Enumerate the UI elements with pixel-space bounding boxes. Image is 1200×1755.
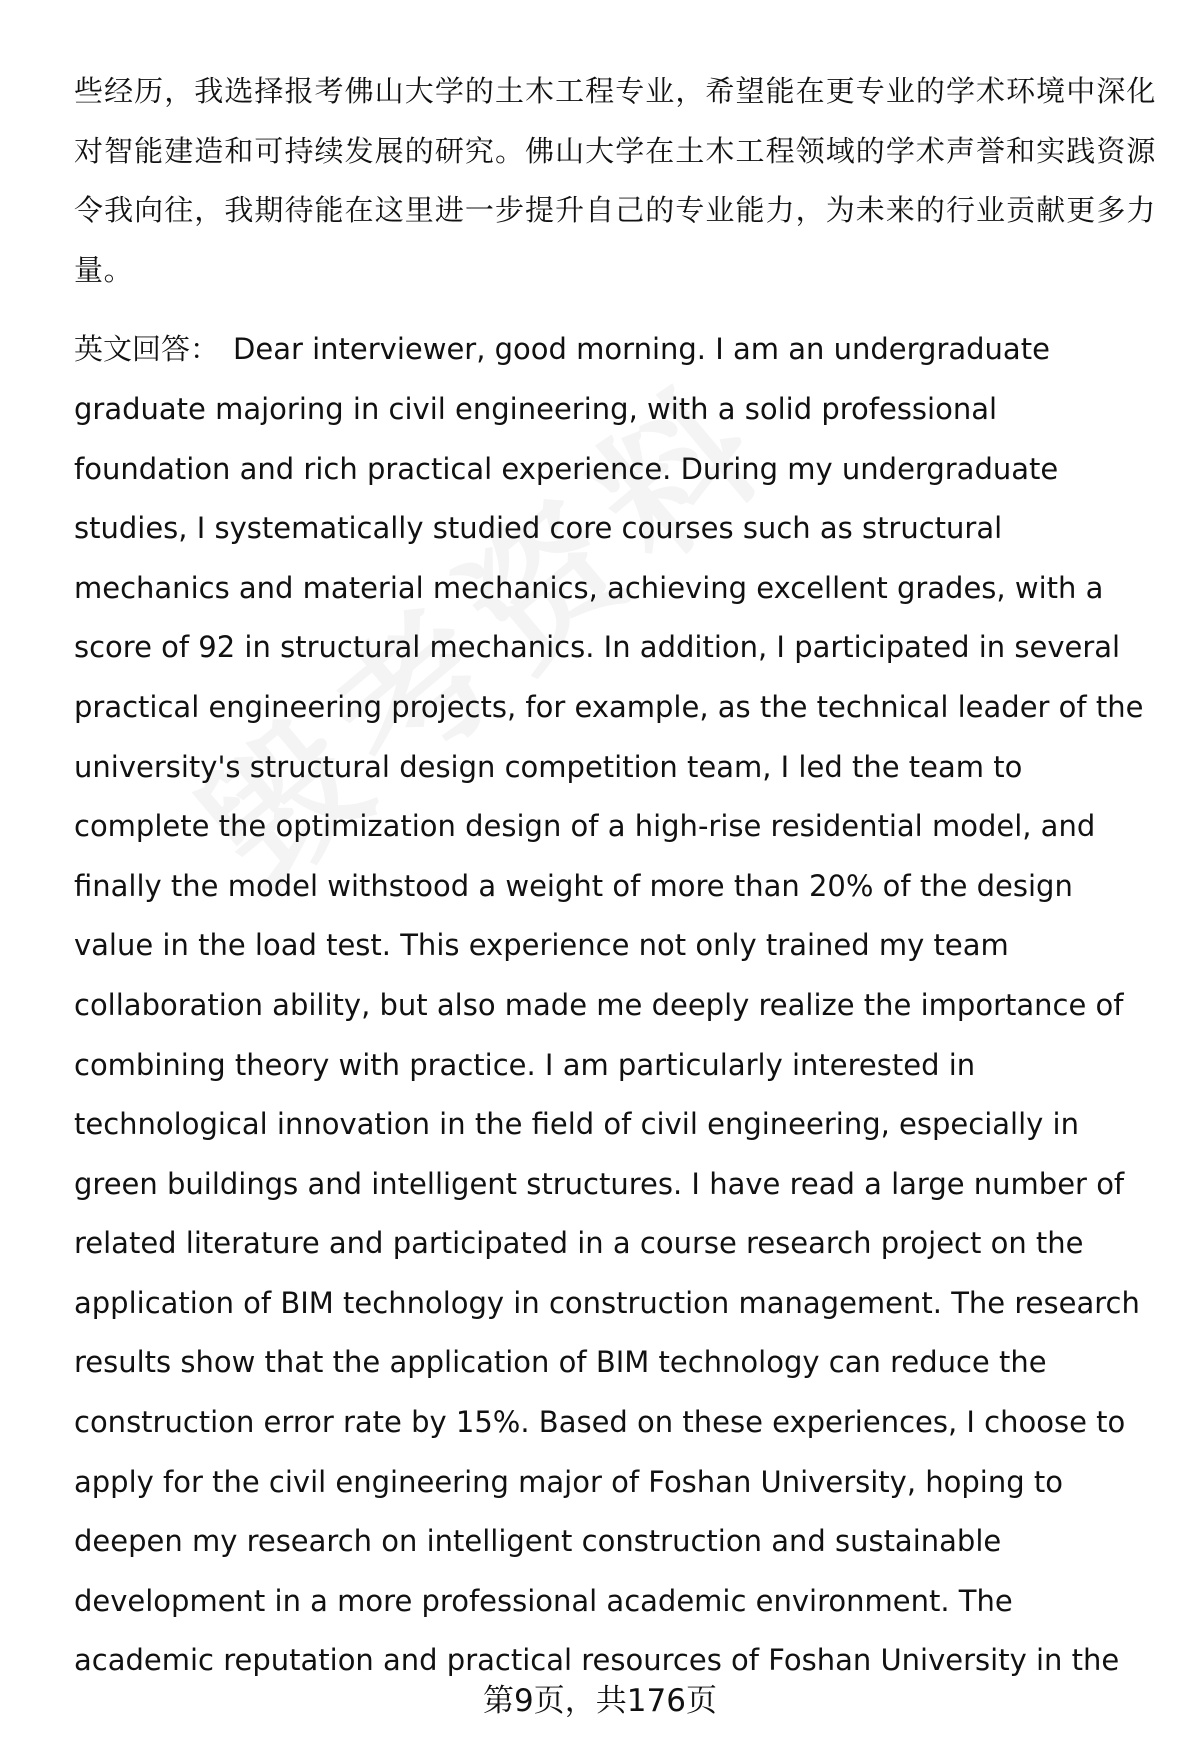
english-answer-label: 英文回答： — [74, 332, 220, 367]
english-answer-text: Dear interviewer, good morning. I am an undergraduate graduate majoring in civil engineering, with a solid professional foundation and rich practical experience. During my undergraduate studies, I systematically studied core courses such as structural mechanics and material mechanics, achieving excellent grades, with a score of 92 in structural mechanics. In addition, I participated in several practical engineering projects, for example, as the technical leader of the university's structural design competition team, I led the team to complete the optimization design of a high-rise residential model, and finally the model withstood a weight of more than 20% of the design value in the load test. This experience not only trained my team collaboration ability, but also made me deeply realize the importance of combining theory with practice. I am particularly interested in technological innovation in the field of civil engineering, especially in green buildings and intelligent structures. I have read a large number of related literature and participated in a course research project on the application of BIM technology in construction management. The research results show that the application of BIM technology can reduce the construction error rate by 15%. Based on these experiences, I choose to apply for the civil engineering major of Foshan University, hoping to deepen my research on intelligent construction and sustainable development in a more professional academic environment. The academic reputation and practical resources of Foshan University in the — [74, 332, 1144, 1678]
chinese-paragraph: 些经历，我选择报考佛山大学的土木工程专业，希望能在更专业的学术环境中深化对智能建造和可持续发展的研究。佛山大学在土木工程领域的学术声誉和实践资源令我向往，我期待能在这里进一步提升自己的专业能力，为未来的行业贡献更多力量。 — [74, 74, 1156, 287]
document-body — [74, 62, 1156, 1691]
english-answer-paragraph — [74, 320, 1156, 1691]
page-number-footer: 第9页，共176页 — [483, 1683, 717, 1719]
